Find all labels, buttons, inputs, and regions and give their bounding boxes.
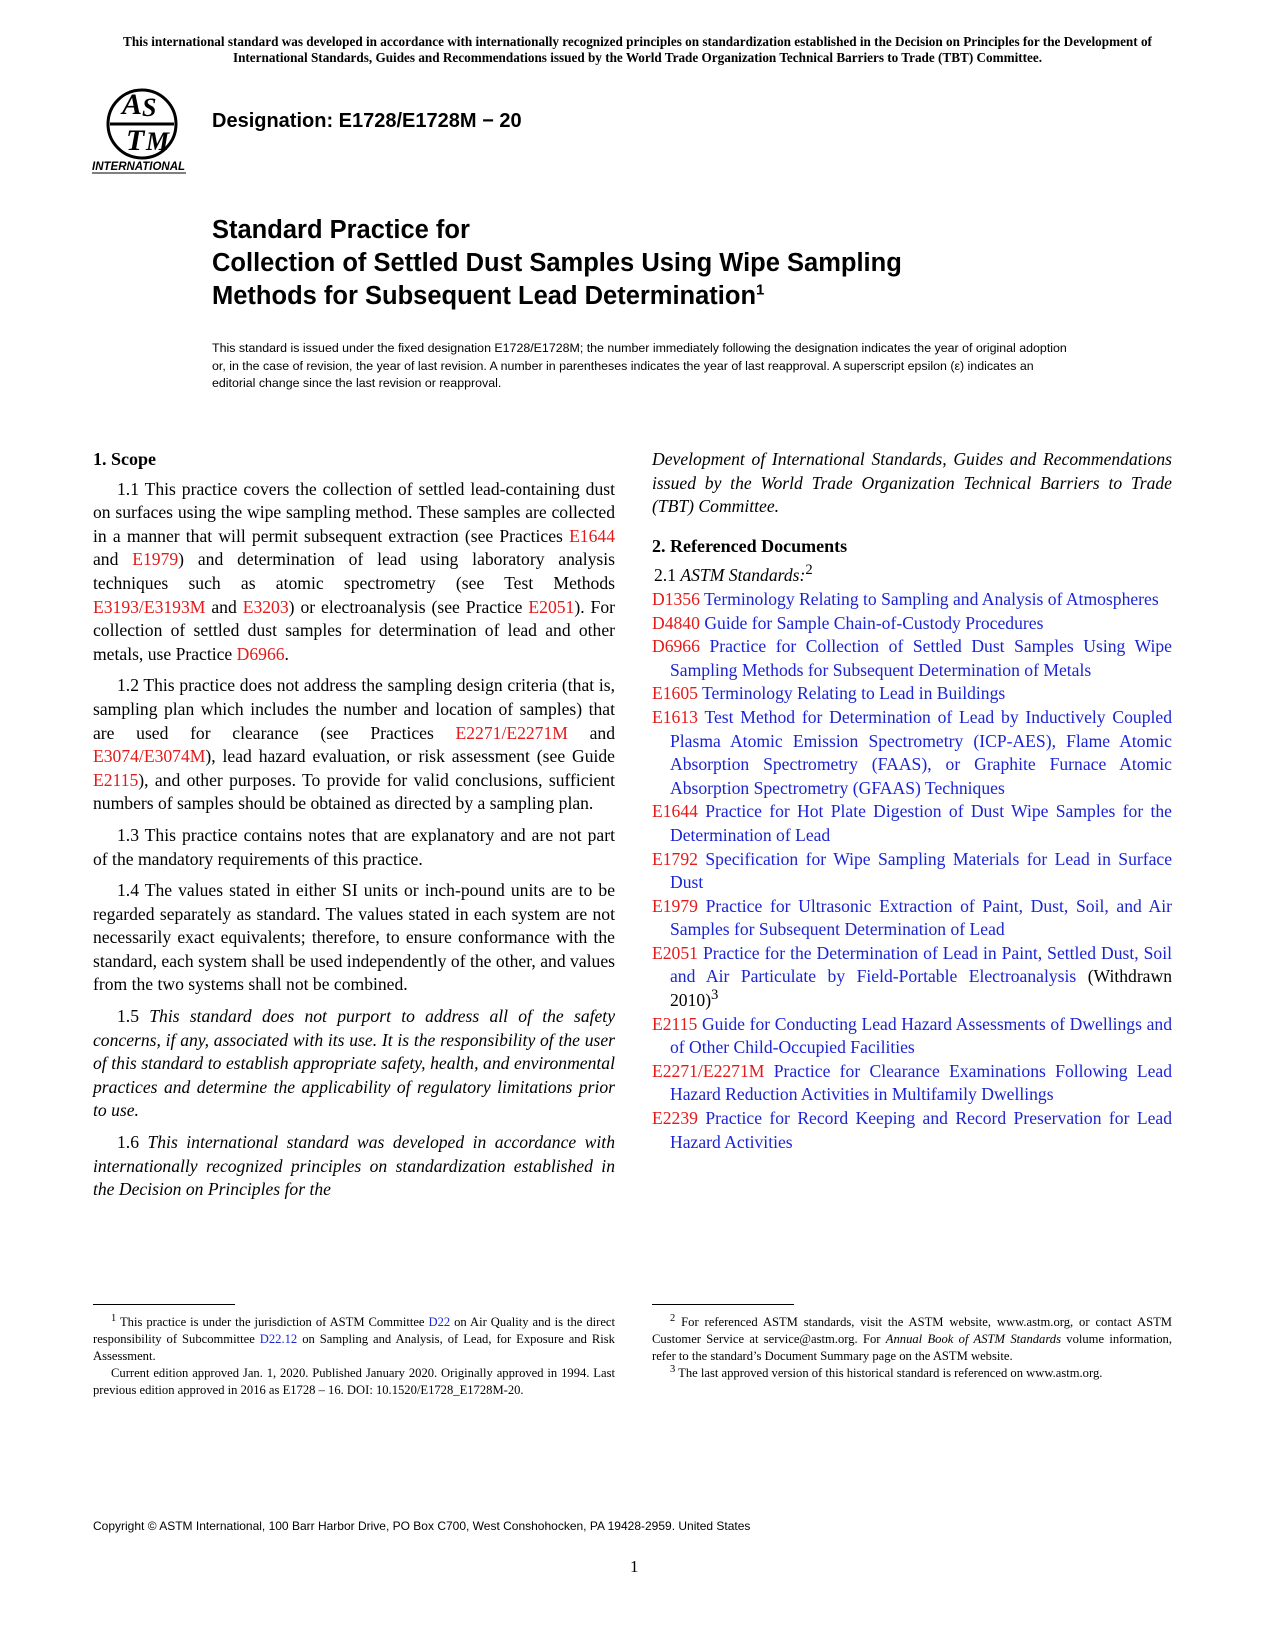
- reference-code-link[interactable]: E1792: [652, 848, 698, 869]
- left-column: [93, 448, 615, 1210]
- astm-logo: [92, 86, 204, 180]
- document-title: [212, 214, 902, 313]
- reference-code-link[interactable]: E1644: [652, 801, 698, 822]
- reference-list: [652, 588, 1172, 1154]
- reference-title-link[interactable]: Terminology Relating to Lead in Buildings: [702, 683, 1006, 704]
- link-e1979[interactable]: E1979: [132, 549, 179, 570]
- reference-item: [652, 682, 1172, 706]
- reference-footnote-mark: 3: [711, 987, 719, 1004]
- reference-title-link[interactable]: Practice for Ultrasonic Extraction of Paint, Dust, Soil, and Air Samples for Subsequent Determination of Lead: [670, 895, 1172, 940]
- reference-title-link[interactable]: Guide for Conducting Lead Hazard Assessments of Dwellings and of Other Child-Occupied Facilities: [670, 1013, 1173, 1058]
- reference-code-link[interactable]: D6966: [652, 636, 700, 657]
- reference-code-link[interactable]: E2271/E2271M: [652, 1060, 765, 1081]
- reference-code-link[interactable]: E1979: [652, 895, 698, 916]
- copyright-line: Copyright © ASTM International, 100 Barr Harbor Drive, PO Box C700, West Conshohocken, PA 19428-2959. United States: [93, 1519, 751, 1533]
- reference-code-link[interactable]: E2051: [652, 942, 698, 963]
- reference-code-link[interactable]: D4840: [652, 612, 700, 633]
- reference-item: [652, 1013, 1172, 1060]
- issuance-note: This standard is issued under the fixed designation E1728/E1728M; the number immediately following the designation indicates the year of original adoption or, in the case of revision, the year of last revision. A number in parentheses indicates the year of last reapproval. A superscript epsilon (ε) indicates an editorial change since the last revision or reapproval.: [212, 341, 1067, 391]
- scope-1-6-continued: Development of International Standards, Guides and Recommendations issued by the World Trade Organization Technical Barriers to Trade (TBT) Committee.: [652, 449, 1172, 517]
- reference-title-link[interactable]: Practice for Hot Plate Digestion of Dust Wipe Samples for the Determination of Lead: [670, 801, 1172, 845]
- footnotes-left: [93, 1314, 615, 1399]
- svg-text:S: S: [142, 93, 157, 122]
- scope-1-4: 1.4 The values stated in either SI units or inch-pound units are to be regarded separately as standard. The values stated in each system are not necessarily exact equivalents; therefore, to ensure conformance with the standard, each system shall be used independently of the other, and values from the two systems shall not be combined.: [93, 880, 615, 995]
- reference-title-link[interactable]: Practice for Record Keeping and Record Preservation for Lead Hazard Activities: [670, 1108, 1172, 1152]
- scope-1-2: 1.2 This practice does not address the sampling design criteria (that is, sampling plan which includes the number and location of samples) that are used for clearance (see Practices E2271/E2271M and E3074/E3074M), lead hazard evaluation, or risk assessment (see Guide E2115), and other purposes. To provide for valid conclusions, sufficient numbers of samples should be obtained as directed by a sampling plan.: [93, 675, 615, 814]
- link-d6966[interactable]: D6966: [236, 643, 285, 664]
- svg-text:A: A: [122, 88, 143, 121]
- svg-text:T: T: [126, 124, 145, 157]
- reference-item: [652, 848, 1172, 895]
- link-d22[interactable]: D22: [428, 1315, 451, 1329]
- reference-item: [652, 942, 1172, 1013]
- footnote-rule-left: [93, 1304, 235, 1305]
- title-line-3-text: Methods for Subsequent Lead Determination: [212, 282, 757, 310]
- scope-heading: 1. Scope: [93, 449, 156, 469]
- reference-title-link[interactable]: Practice for the Determination of Lead in Paint, Settled Dust, Soil and Air Particulate by Field-Portable Electroanalysis: [670, 942, 1172, 987]
- scope-1-6: 1.6 This international standard was developed in accordance with internationally recognized principles on standardization established in the Decision on Principles for the: [93, 1132, 615, 1200]
- link-e3193[interactable]: E3193/E3193M: [93, 596, 206, 617]
- scope-1-5: 1.5 This standard does not purport to address all of the safety concerns, if any, associated with its use. It is the responsibility of the user of this standard to establish appropriate safety, health, and environmental practices and determine the applicability of regulatory limitations prior to use.: [93, 1006, 616, 1121]
- link-e2271[interactable]: E2271/E2271M: [455, 722, 568, 743]
- reference-code-link[interactable]: E1605: [652, 683, 698, 704]
- reference-code-link[interactable]: D1356: [652, 588, 700, 609]
- top-notice: This international standard was developed in accordance with internationally recognized principles on standardization established in the Decision on Principles for the Development of International Standards, Guides and Recommendations issued by the World Trade Organization Technical Barriers to Trade (TBT) Committee.: [123, 34, 1152, 65]
- title-line-2: Collection of Settled Dust Samples Using Wipe Sampling: [212, 249, 902, 277]
- page-number: 1: [630, 1557, 639, 1576]
- reference-title-link[interactable]: Test Method for Determination of Lead by Inductively Coupled Plasma Atomic Emission Spectrometry (ICP-AES), Flame Atomic Absorption Spectrometry (FAAS), or Graphite Furnace Atomic Absorption Spectrometry (GFAAS) Techniques: [670, 706, 1172, 798]
- astm-standards-subheading: 2.1 ASTM Standards:$^2$: [654, 562, 813, 586]
- footnote-rule-right: [652, 1304, 794, 1305]
- reference-note: (Withdrawn 2010): [670, 966, 1172, 1011]
- title-footnote-mark: 1: [756, 281, 765, 299]
- footnote-2: $^2$ For referenced ASTM standards, visit the ASTM website, www.astm.org, or contact ASTM Customer Service at service@astm.org. For Annual Book of ASTM Standards volume information, refer to the standard’s Document Summary page on the ASTM website.: [652, 1312, 1172, 1363]
- title-line-3: [212, 280, 902, 313]
- footnotes-right: [652, 1314, 1172, 1382]
- reference-code-link[interactable]: E2239: [652, 1108, 698, 1129]
- link-d22-12[interactable]: D22.12: [259, 1332, 298, 1346]
- reference-item: [652, 800, 1172, 847]
- referenced-heading: 2. Referenced Documents: [652, 535, 848, 556]
- link-e1644[interactable]: E1644: [569, 525, 615, 546]
- link-e2115[interactable]: E2115: [93, 769, 139, 790]
- reference-item: [652, 612, 1172, 636]
- scope-1-3: 1.3 This practice contains notes that are explanatory and are not part of the mandatory requirements of this practice.: [93, 824, 615, 869]
- reference-item: [652, 588, 1172, 612]
- reference-item: [652, 1107, 1172, 1154]
- footnote-1: $^1$ This practice is under the jurisdiction of ASTM Committee D22 on Air Quality and is the direct responsibility of Subcommittee D22.12 on Sampling and Analysis, of Lead, for Exposure and Risk Assessment.: [93, 1312, 616, 1363]
- reference-item: [652, 1060, 1172, 1107]
- footnote-1-edition: Current edition approved Jan. 1, 2020. Published January 2020. Originally approved in 1994. Last previous edition approved in 2016 as E1728 – 16. DOI: 10.1520/E1728_E1728M-20.: [93, 1366, 615, 1397]
- reference-title-link[interactable]: Terminology Relating to Sampling and Analysis of Atmospheres: [704, 588, 1159, 609]
- svg-text:M: M: [146, 127, 170, 156]
- reference-item: [652, 895, 1172, 942]
- link-e2051[interactable]: E2051: [528, 596, 575, 617]
- reference-title-link[interactable]: Specification for Wipe Sampling Materials for Lead in Surface Dust: [670, 848, 1173, 893]
- reference-item: [652, 635, 1172, 682]
- reference-item: [652, 706, 1172, 800]
- link-e3203[interactable]: E3203: [242, 596, 289, 617]
- logo-wordmark: INTERNATIONAL: [92, 161, 186, 173]
- link-e3074[interactable]: E3074/E3074M: [93, 746, 206, 767]
- designation: Designation: E1728/E1728M − 20: [212, 110, 522, 132]
- reference-title-link[interactable]: Practice for Clearance Examinations Following Lead Hazard Reduction Activities in Multifamily Dwellings: [670, 1060, 1172, 1105]
- scope-1-1: 1.1 This practice covers the collection of settled lead-containing dust on surfaces using the wipe sampling method. These samples are collected in a manner that will permit subsequent extraction (see Practices E1644 and E1979) and determination of lead using laboratory analysis techniques such as atomic spectrometry (see Test Methods E3193/E3193M and E3203) or electroanalysis (see Practice E2051). For collection of settled dust samples for determination of lead and other metals, use Practice D6966.: [93, 478, 615, 664]
- reference-code-link[interactable]: E1613: [652, 706, 698, 727]
- reference-code-link[interactable]: E2115: [652, 1013, 698, 1034]
- title-line-1: Standard Practice for: [212, 216, 470, 244]
- reference-title-link[interactable]: Practice for Collection of Settled Dust Samples Using Wipe Sampling Methods for Subsequent Determination of Metals: [670, 636, 1172, 680]
- right-column: [652, 448, 1172, 1154]
- footnote-3: $^3$ The last approved version of this historical standard is referenced on www.astm.org.: [670, 1363, 1103, 1380]
- reference-title-link[interactable]: Guide for Sample Chain-of-Custody Procedures: [704, 612, 1044, 633]
